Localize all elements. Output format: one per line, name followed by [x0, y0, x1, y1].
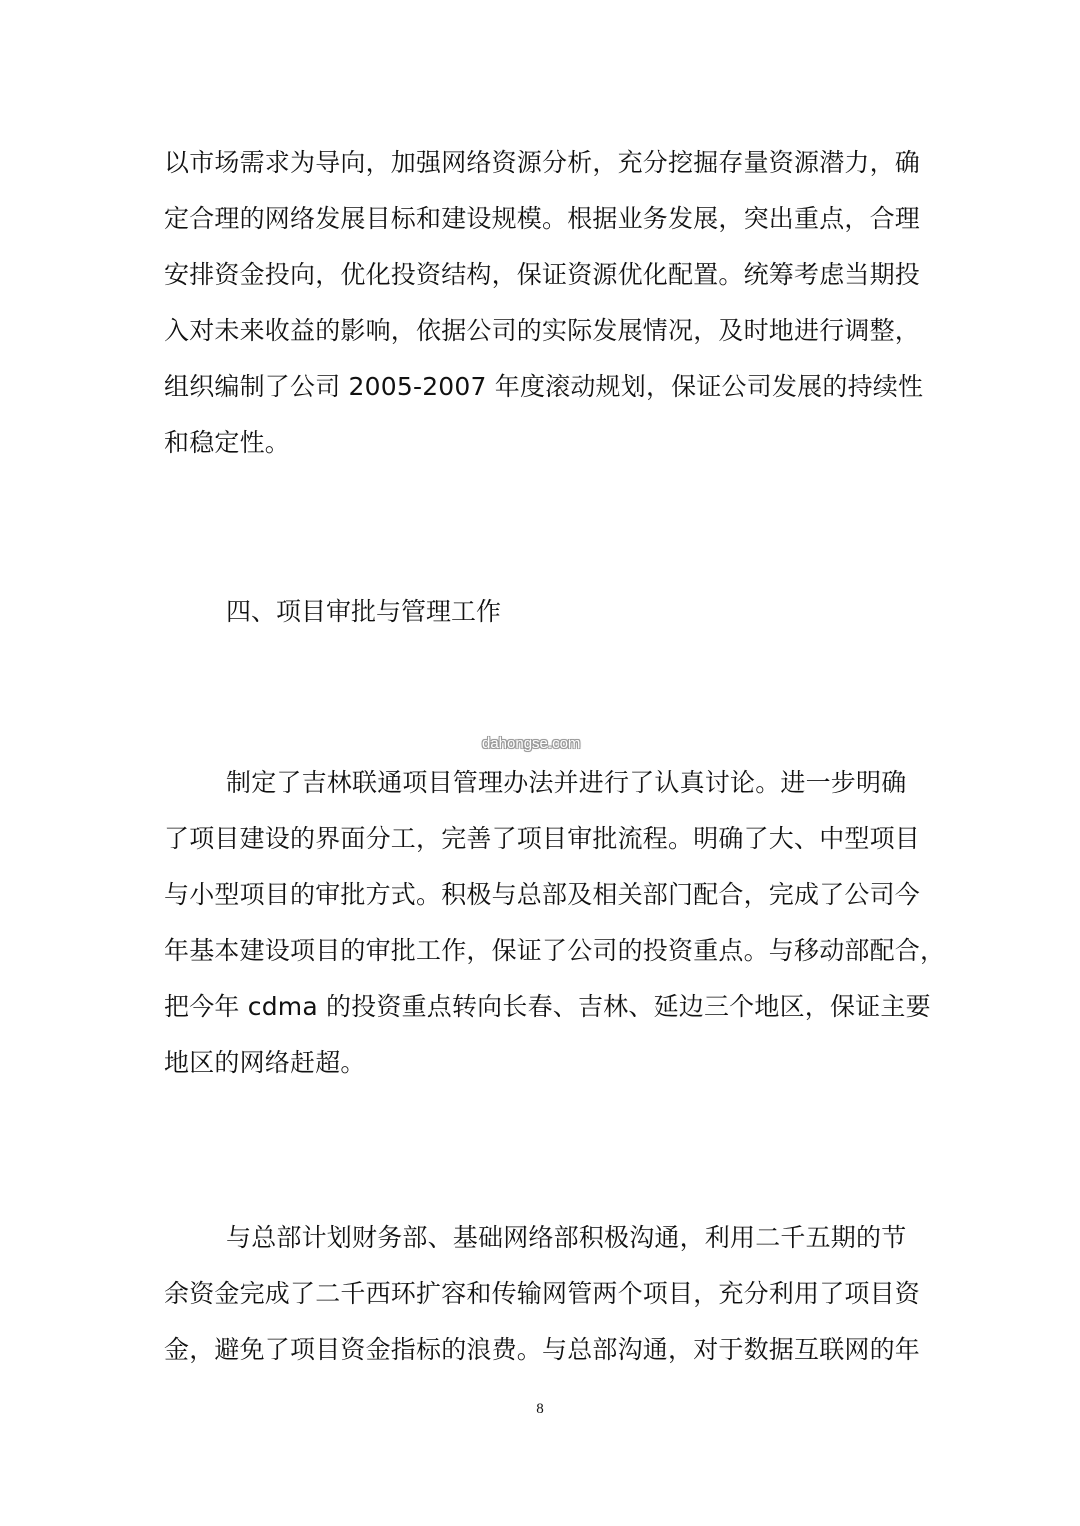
- paragraph-2-line-6: 地区的网络赶超。: [164, 1048, 366, 1077]
- paragraph-3-line-3: 金，避免了项目资金指标的浪费。与总部沟通，对于数据互联网的年: [164, 1335, 921, 1364]
- paragraph-1-line-3: 安排资金投向，优化投资结构，保证资源优化配置。统筹考虑当期投: [164, 260, 921, 289]
- paragraph-1-line-6: 和稳定性。: [164, 428, 291, 457]
- paragraph-2-line-1: 制定了吉林联通项目管理办法并进行了认真讨论。进一步明确: [226, 768, 907, 797]
- paragraph-1-line-1: 以市场需求为导向，加强网络资源分析，充分挖掘存量资源潜力，确: [164, 148, 921, 177]
- watermark: dahongse.com: [482, 735, 581, 752]
- section-heading: 四、项目审批与管理工作: [226, 597, 502, 626]
- paragraph-3-line-2: 余资金完成了二千西环扩容和传输网管两个项目，充分利用了项目资: [164, 1279, 921, 1308]
- paragraph-1-line-5: 组织编制了公司 2005-2007 年度滚动规划，保证公司发展的持续性: [164, 372, 924, 401]
- page-number: 8: [536, 1401, 544, 1417]
- paragraph-1-line-4: 入对未来收益的影响，依据公司的实际发展情况，及时地进行调整，: [164, 316, 921, 345]
- paragraph-1-line-2: 定合理的网络发展目标和建设规模。根据业务发展，突出重点，合理: [164, 204, 921, 233]
- paragraph-2-line-2: 了项目建设的界面分工，完善了项目审批流程。明确了大、中型项目: [164, 824, 921, 853]
- paragraph-2-line-3: 与小型项目的审批方式。积极与总部及相关部门配合，完成了公司今: [164, 880, 921, 909]
- paragraph-3-line-1: 与总部计划财务部、基础网络部积极沟通，利用二千五期的节: [226, 1223, 907, 1252]
- paragraph-2-line-5: 把今年 cdma 的投资重点转向长春、吉林、延边三个地区，保证主要: [164, 992, 931, 1021]
- paragraph-2-line-4: 年基本建设项目的审批工作，保证了公司的投资重点。与移动部配合，: [164, 936, 946, 965]
